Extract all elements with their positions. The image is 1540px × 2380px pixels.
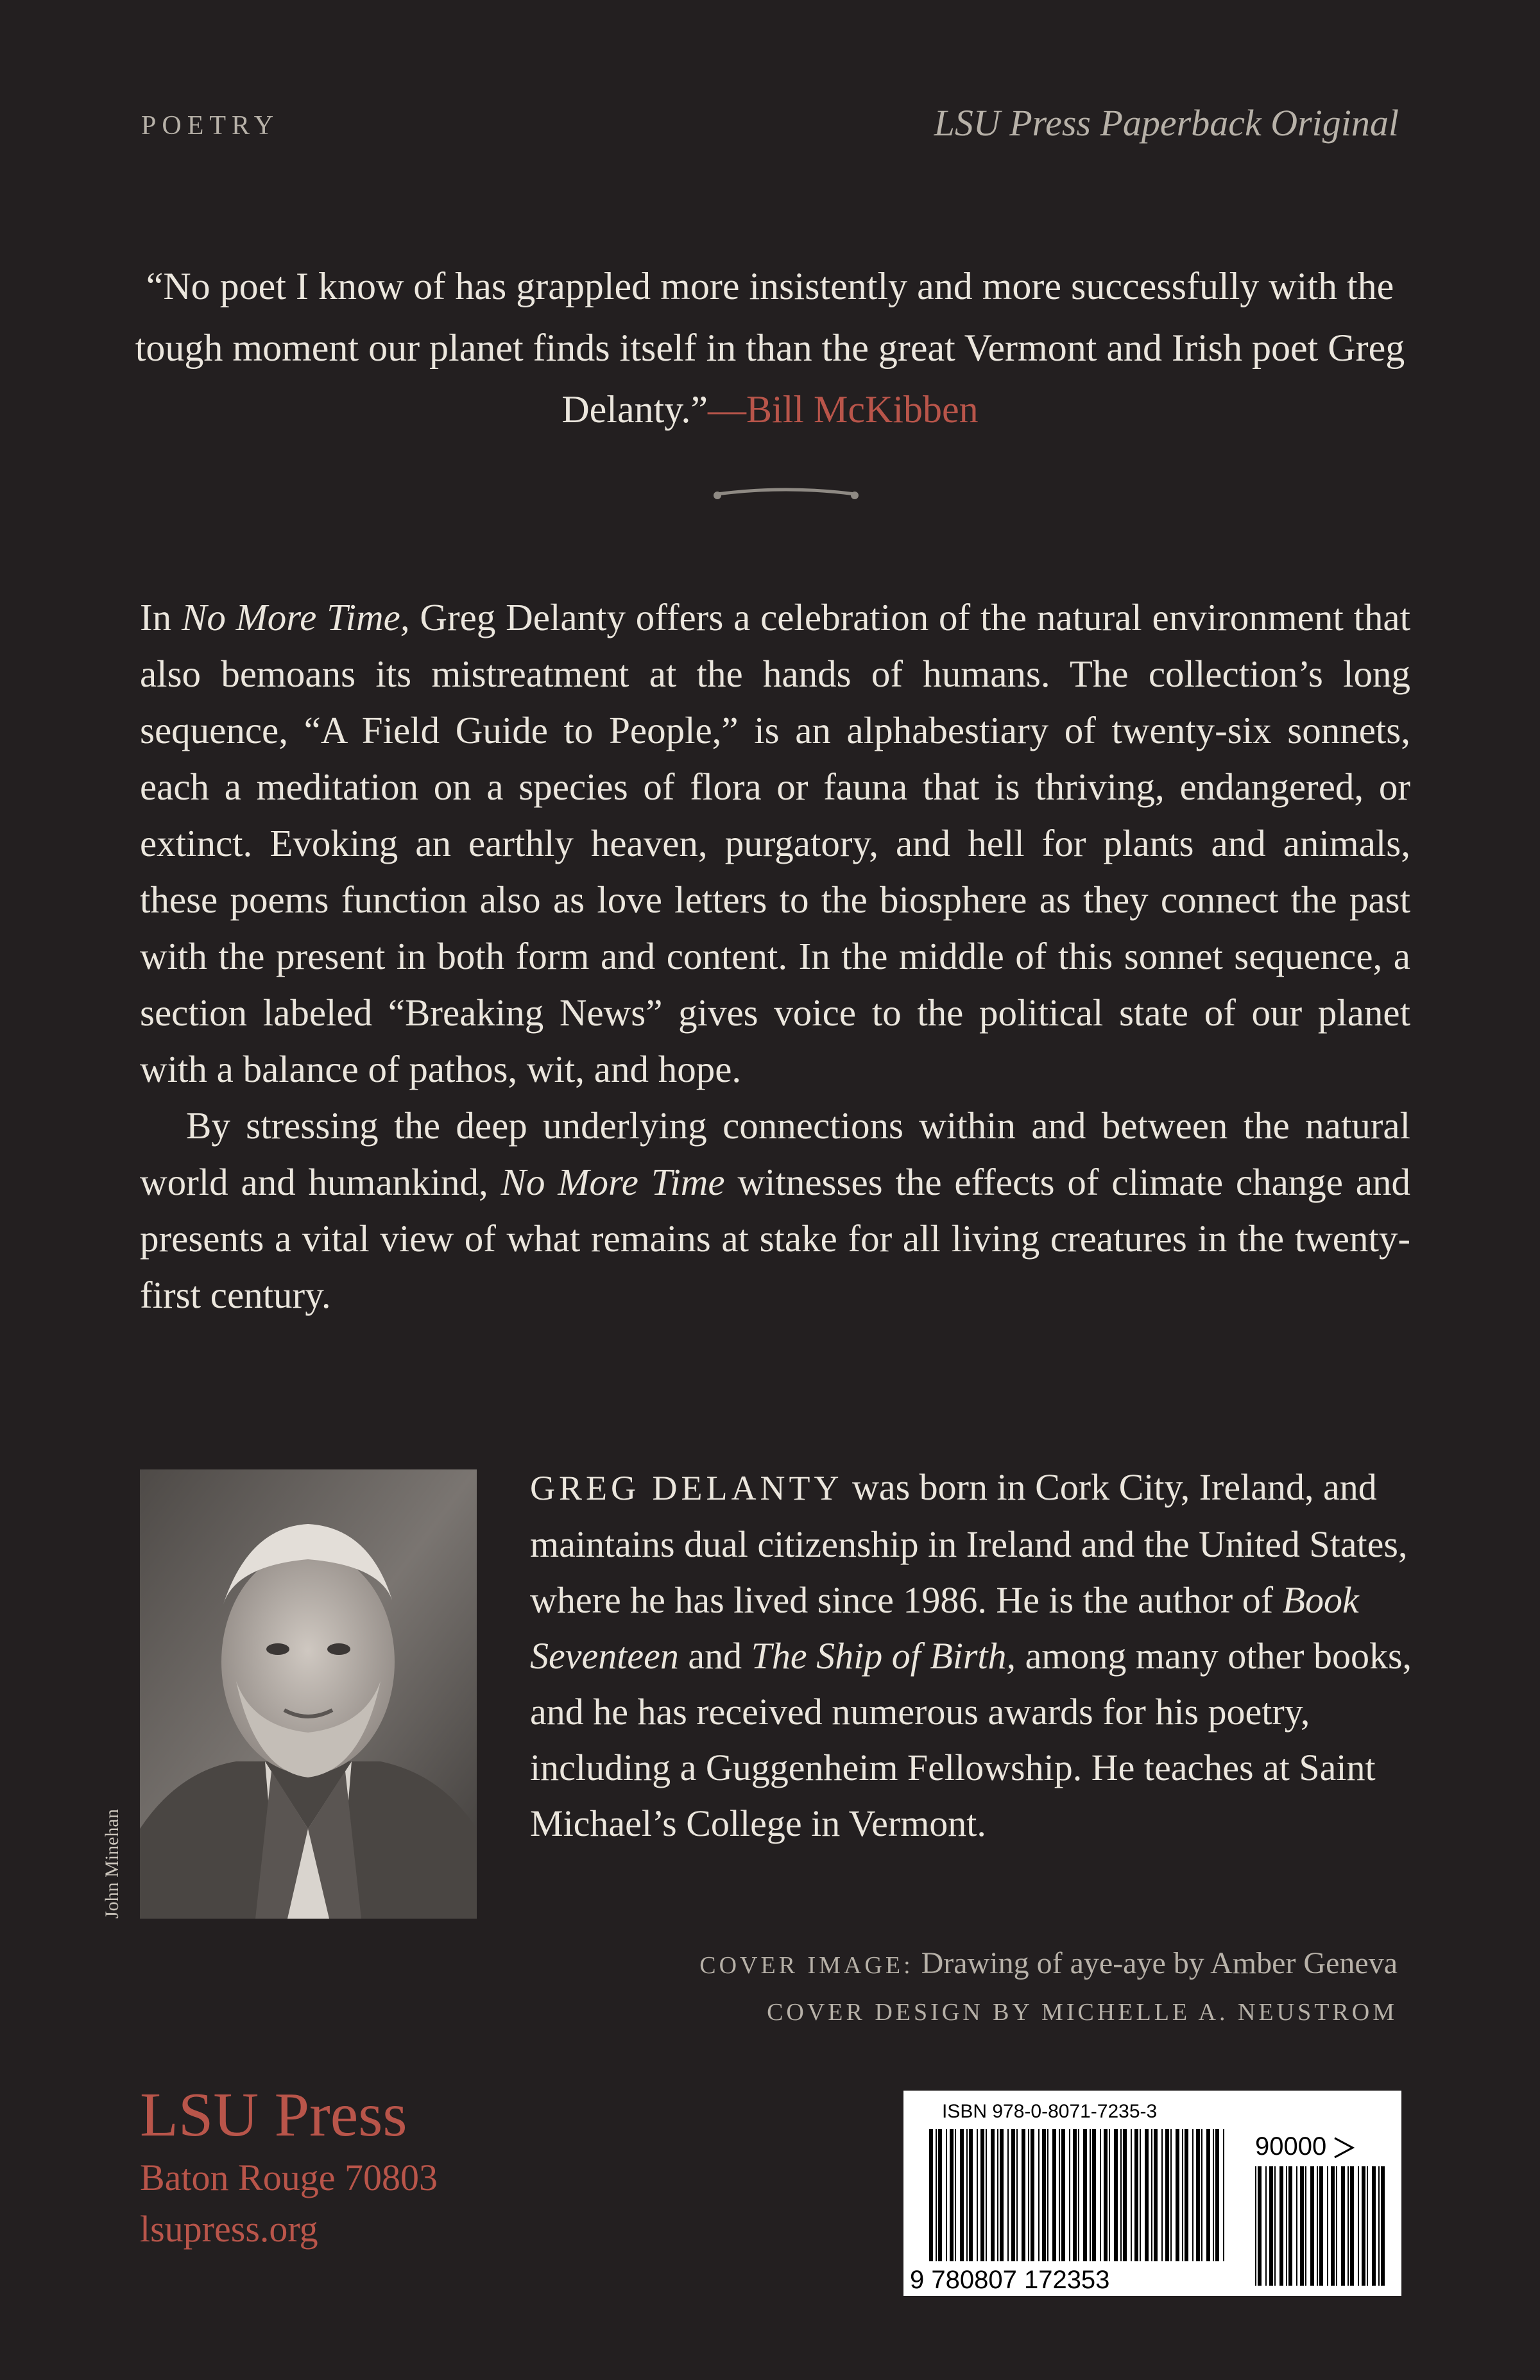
isbn-text: ISBN 978-0-8071-7235-3 <box>942 2101 1158 2122</box>
cover-image-label: COVER IMAGE: <box>699 1952 914 1979</box>
book-title: No More Time, <box>181 596 410 638</box>
publisher-address: Baton Rouge 70803 <box>140 2157 438 2198</box>
price-code: 90000 <box>1255 2132 1327 2161</box>
description-paragraph-1: In No More Time, Greg Delanty offers a celebration of the natural environment that also bemoans its mistreatment at the hands of humans. The collection’s long sequence, “A Field Guide to People,” is an alphabestiary of twenty-six sonnets, each a meditation on a species of flora or fauna that is thriving, endangered, or extinct. Evoking an earthly heaven, purgatory, and hell for plants and animals, these poems function also as love letters to the biosphere as they connect the past with the present in both form and content. In the middle of this sonnet sequence, a section labeled “Breaking News” gives voice to the political state of our planet with a balance of pathos, wit, and hope. <box>140 596 1411 1090</box>
category-label: POETRY <box>141 111 280 141</box>
blurb-quote: “No poet I know of has grappled more insistently and more successfully with the tough moment our planet finds itself in than the great Vermont and Irish poet Greg Delanty.” <box>135 265 1405 431</box>
photo-credit: John Minehan <box>101 1809 123 1919</box>
barcode-bars <box>929 2129 1224 2261</box>
blurb-attribution: —Bill McKibben <box>708 388 979 431</box>
author-name: GREG DELANTY <box>530 1469 843 1507</box>
publisher-url[interactable]: lsupress.org <box>140 2208 318 2250</box>
ornament-divider <box>712 483 860 502</box>
blurb <box>128 255 1412 440</box>
book-title: The Ship of Birth, <box>751 1635 1016 1677</box>
description <box>140 589 1410 1323</box>
publisher-name: LSU Press <box>140 2080 407 2150</box>
addon-barcode-bars <box>1255 2166 1385 2286</box>
cover-design-credit: COVER DESIGN BY MICHELLE A. NEUSTROM <box>767 1999 1398 2026</box>
barcode-number: 9 780807 172353 <box>910 2266 1110 2294</box>
author-bio: GREG DELANTY was born in Cork City, Ireland, and maintains dual citizenship in Ireland and the United States, where he has lived since 1986. He is the author of Book Seventeen and The Ship of Birth, among many other books, and he has received numerous awards for his poetry, including a Guggenheim Fellowship. He teaches at Saint Michael’s College in Vermont. <box>530 1466 1412 1844</box>
barcode <box>903 2091 1401 2296</box>
description-paragraph-2: By stressing the deep underlying connections within and between the natural world and humankind, No More Time witnesses the effects of climate change and presents a vital view of what remains at stake for all living creatures in the twenty-first century. <box>140 1104 1410 1316</box>
author-photo <box>140 1469 477 1919</box>
series-label: LSU Press Paperback Original <box>934 102 1399 144</box>
book-title: Book Seventeen <box>530 1579 1359 1677</box>
cover-image-credit: COVER IMAGE: Drawing of aye-aye by Amber Geneva <box>699 1946 1398 1980</box>
book-title: No More Time <box>501 1161 725 1203</box>
